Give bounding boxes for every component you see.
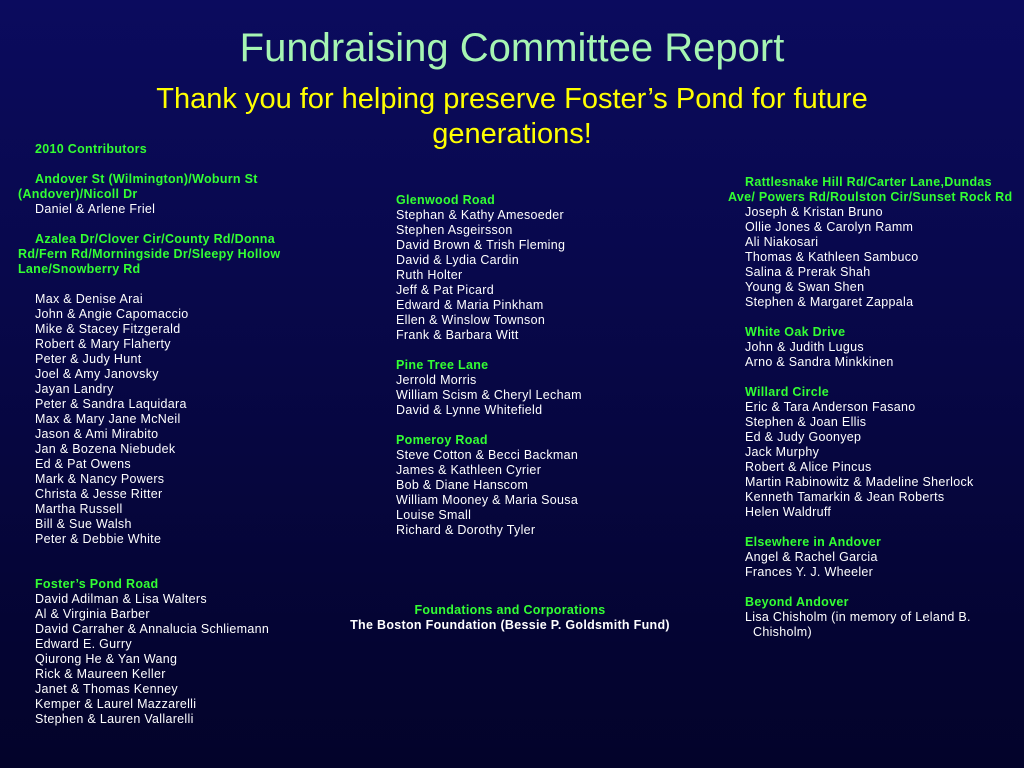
contributors-heading: 2010 Contributors bbox=[35, 142, 148, 156]
names-list-pine-tree-lane bbox=[396, 373, 626, 418]
name-entry: Martha Russell bbox=[35, 502, 123, 516]
name-entry: Lisa Chisholm (in memory of Leland B. bbox=[745, 610, 971, 624]
name-entry: Richard & Dorothy Tyler bbox=[396, 523, 536, 537]
name-entry: Jayan Landry bbox=[35, 382, 114, 396]
section-heading-rattlesnake-hill: Rattlesnake Hill Rd/Carter Lane,Dundas Ave/ Powers Rd/Roulston Cir/Sunset Rock Rd bbox=[728, 175, 1013, 204]
section-heading-white-oak-drive: White Oak Drive bbox=[745, 325, 846, 339]
names-list-white-oak-drive bbox=[728, 340, 1018, 370]
name-entry: Ali Niakosari bbox=[745, 235, 819, 249]
name-entry: Joseph & Kristan Bruno bbox=[745, 205, 883, 219]
name-entry: Frances Y. J. Wheeler bbox=[745, 565, 874, 579]
names-list-rattlesnake-hill bbox=[728, 205, 1018, 310]
name-entry: Robert & Alice Pincus bbox=[745, 460, 872, 474]
name-entry: David & Lynne Whitefield bbox=[396, 403, 543, 417]
name-entry: Edward E. Gurry bbox=[35, 637, 132, 651]
name-entry: Jerrold Morris bbox=[396, 373, 477, 387]
name-entry: Ellen & Winslow Townson bbox=[396, 313, 546, 327]
section-heading-azalea: Azalea Dr/Clover Cir/County Rd/Donna Rd/Fern Rd/Morningside Dr/Sleepy Hollow Lane/Snowberry Rd bbox=[18, 232, 281, 276]
name-entry: Stephen & Joan Ellis bbox=[745, 415, 867, 429]
middle-column bbox=[396, 193, 626, 538]
name-entry: Ed & Judy Goonyep bbox=[745, 430, 862, 444]
name-entry: Mike & Stacey Fitzgerald bbox=[35, 322, 181, 336]
name-entry: Rick & Maureen Keller bbox=[35, 667, 166, 681]
name-entry: Steve Cotton & Becci Backman bbox=[396, 448, 579, 462]
names-list-fosters-pond-road bbox=[18, 592, 318, 727]
name-entry: David & Lydia Cardin bbox=[396, 253, 519, 267]
name-entry: Jan & Bozena Niebudek bbox=[35, 442, 176, 456]
names-list-andover bbox=[18, 202, 318, 217]
section-heading-beyond-andover: Beyond Andover bbox=[745, 595, 849, 609]
name-entry: Louise Small bbox=[396, 508, 472, 522]
name-entry: Stephen Asgeirsson bbox=[396, 223, 513, 237]
name-entry: Jack Murphy bbox=[745, 445, 820, 459]
name-entry: James & Kathleen Cyrier bbox=[396, 463, 542, 477]
section-heading-glenwood-road: Glenwood Road bbox=[396, 193, 496, 207]
name-entry: Angel & Rachel Garcia bbox=[745, 550, 878, 564]
name-entry: David Brown & Trish Fleming bbox=[396, 238, 566, 252]
name-entry: Arno & Sandra Minkkinen bbox=[745, 355, 894, 369]
section-heading-pine-tree-lane: Pine Tree Lane bbox=[396, 358, 489, 372]
name-entry: Helen Waldruff bbox=[745, 505, 832, 519]
name-entry: Peter & Debbie White bbox=[35, 532, 162, 546]
name-entry: Edward & Maria Pinkham bbox=[396, 298, 544, 312]
names-list-glenwood-road bbox=[396, 208, 626, 343]
slide-title: Fundraising Committee Report bbox=[239, 26, 785, 70]
names-list-elsewhere-in-andover bbox=[728, 550, 1018, 580]
name-entry: John & Judith Lugus bbox=[745, 340, 864, 354]
name-entry: Janet & Thomas Kenney bbox=[35, 682, 178, 696]
name-entry: Bob & Diane Hanscom bbox=[396, 478, 529, 492]
name-entry: Qiurong He & Yan Wang bbox=[35, 652, 178, 666]
name-entry: Max & Mary Jane McNeil bbox=[35, 412, 181, 426]
name-entry: Peter & Judy Hunt bbox=[35, 352, 142, 366]
section-heading-willard-circle: Willard Circle bbox=[745, 385, 829, 399]
name-entry: Frank & Barbara Witt bbox=[396, 328, 519, 342]
name-entry: Ollie Jones & Carolyn Ramm bbox=[745, 220, 914, 234]
name-entry: David Adilman & Lisa Walters bbox=[35, 592, 207, 606]
name-entry: David Carraher & Annalucia Schliemann bbox=[35, 622, 270, 636]
name-entry: Bill & Sue Walsh bbox=[35, 517, 132, 531]
name-entry: Jeff & Pat Picard bbox=[396, 283, 494, 297]
left-column bbox=[18, 142, 318, 727]
section-heading-elsewhere-in-andover: Elsewhere in Andover bbox=[745, 535, 882, 549]
name-entry: Young & Swan Shen bbox=[745, 280, 865, 294]
name-entry: Kenneth Tamarkin & Jean Roberts bbox=[745, 490, 945, 504]
names-list-willard-circle bbox=[728, 400, 1018, 520]
name-entry: Thomas & Kathleen Sambuco bbox=[745, 250, 919, 264]
name-entry-continued: Chisholm) bbox=[753, 625, 812, 639]
name-entry: Robert & Mary Flaherty bbox=[35, 337, 171, 351]
names-list-pomeroy-road bbox=[396, 448, 626, 538]
names-list-azalea bbox=[18, 292, 318, 547]
name-entry: Al & Virginia Barber bbox=[35, 607, 150, 621]
foundations-section bbox=[300, 603, 720, 633]
slide-subtitle: Thank you for helping preserve Foster’s Pond for future generations! bbox=[156, 83, 868, 150]
name-entry: Peter & Sandra Laquidara bbox=[35, 397, 187, 411]
name-entry: William Scism & Cheryl Lecham bbox=[396, 388, 582, 402]
right-column bbox=[728, 175, 1018, 640]
section-heading-foundations: Foundations and Corporations bbox=[414, 603, 606, 617]
section-heading-fosters-pond-road: Foster’s Pond Road bbox=[35, 577, 159, 591]
name-entry: Kemper & Laurel Mazzarelli bbox=[35, 697, 197, 711]
name-entry: Eric & Tara Anderson Fasano bbox=[745, 400, 916, 414]
name-entry: Ruth Holter bbox=[396, 268, 463, 282]
name-entry: Stephen & Margaret Zappala bbox=[745, 295, 914, 309]
name-entry: Christa & Jesse Ritter bbox=[35, 487, 163, 501]
name-entry: Daniel & Arlene Friel bbox=[35, 202, 156, 216]
name-entry: Stephen & Lauren Vallarelli bbox=[35, 712, 194, 726]
section-heading-andover: Andover St (Wilmington)/Woburn St (Andover)/Nicoll Dr bbox=[18, 172, 258, 201]
name-entry: Salina & Prerak Shah bbox=[745, 265, 871, 279]
name-entry: Mark & Nancy Powers bbox=[35, 472, 165, 486]
name-entry: John & Angie Capomaccio bbox=[35, 307, 189, 321]
name-entry: William Mooney & Maria Sousa bbox=[396, 493, 579, 507]
section-heading-pomeroy-road: Pomeroy Road bbox=[396, 433, 488, 447]
name-entry: Stephan & Kathy Amesoeder bbox=[396, 208, 565, 222]
foundation-entry: The Boston Foundation (Bessie P. Goldsmith Fund) bbox=[350, 618, 670, 632]
name-entry: Max & Denise Arai bbox=[35, 292, 143, 306]
name-entry: Ed & Pat Owens bbox=[35, 457, 131, 471]
name-entry: Jason & Ami Mirabito bbox=[35, 427, 159, 441]
name-entry: Martin Rabinowitz & Madeline Sherlock bbox=[745, 475, 974, 489]
name-entry: Joel & Amy Janovsky bbox=[35, 367, 159, 381]
